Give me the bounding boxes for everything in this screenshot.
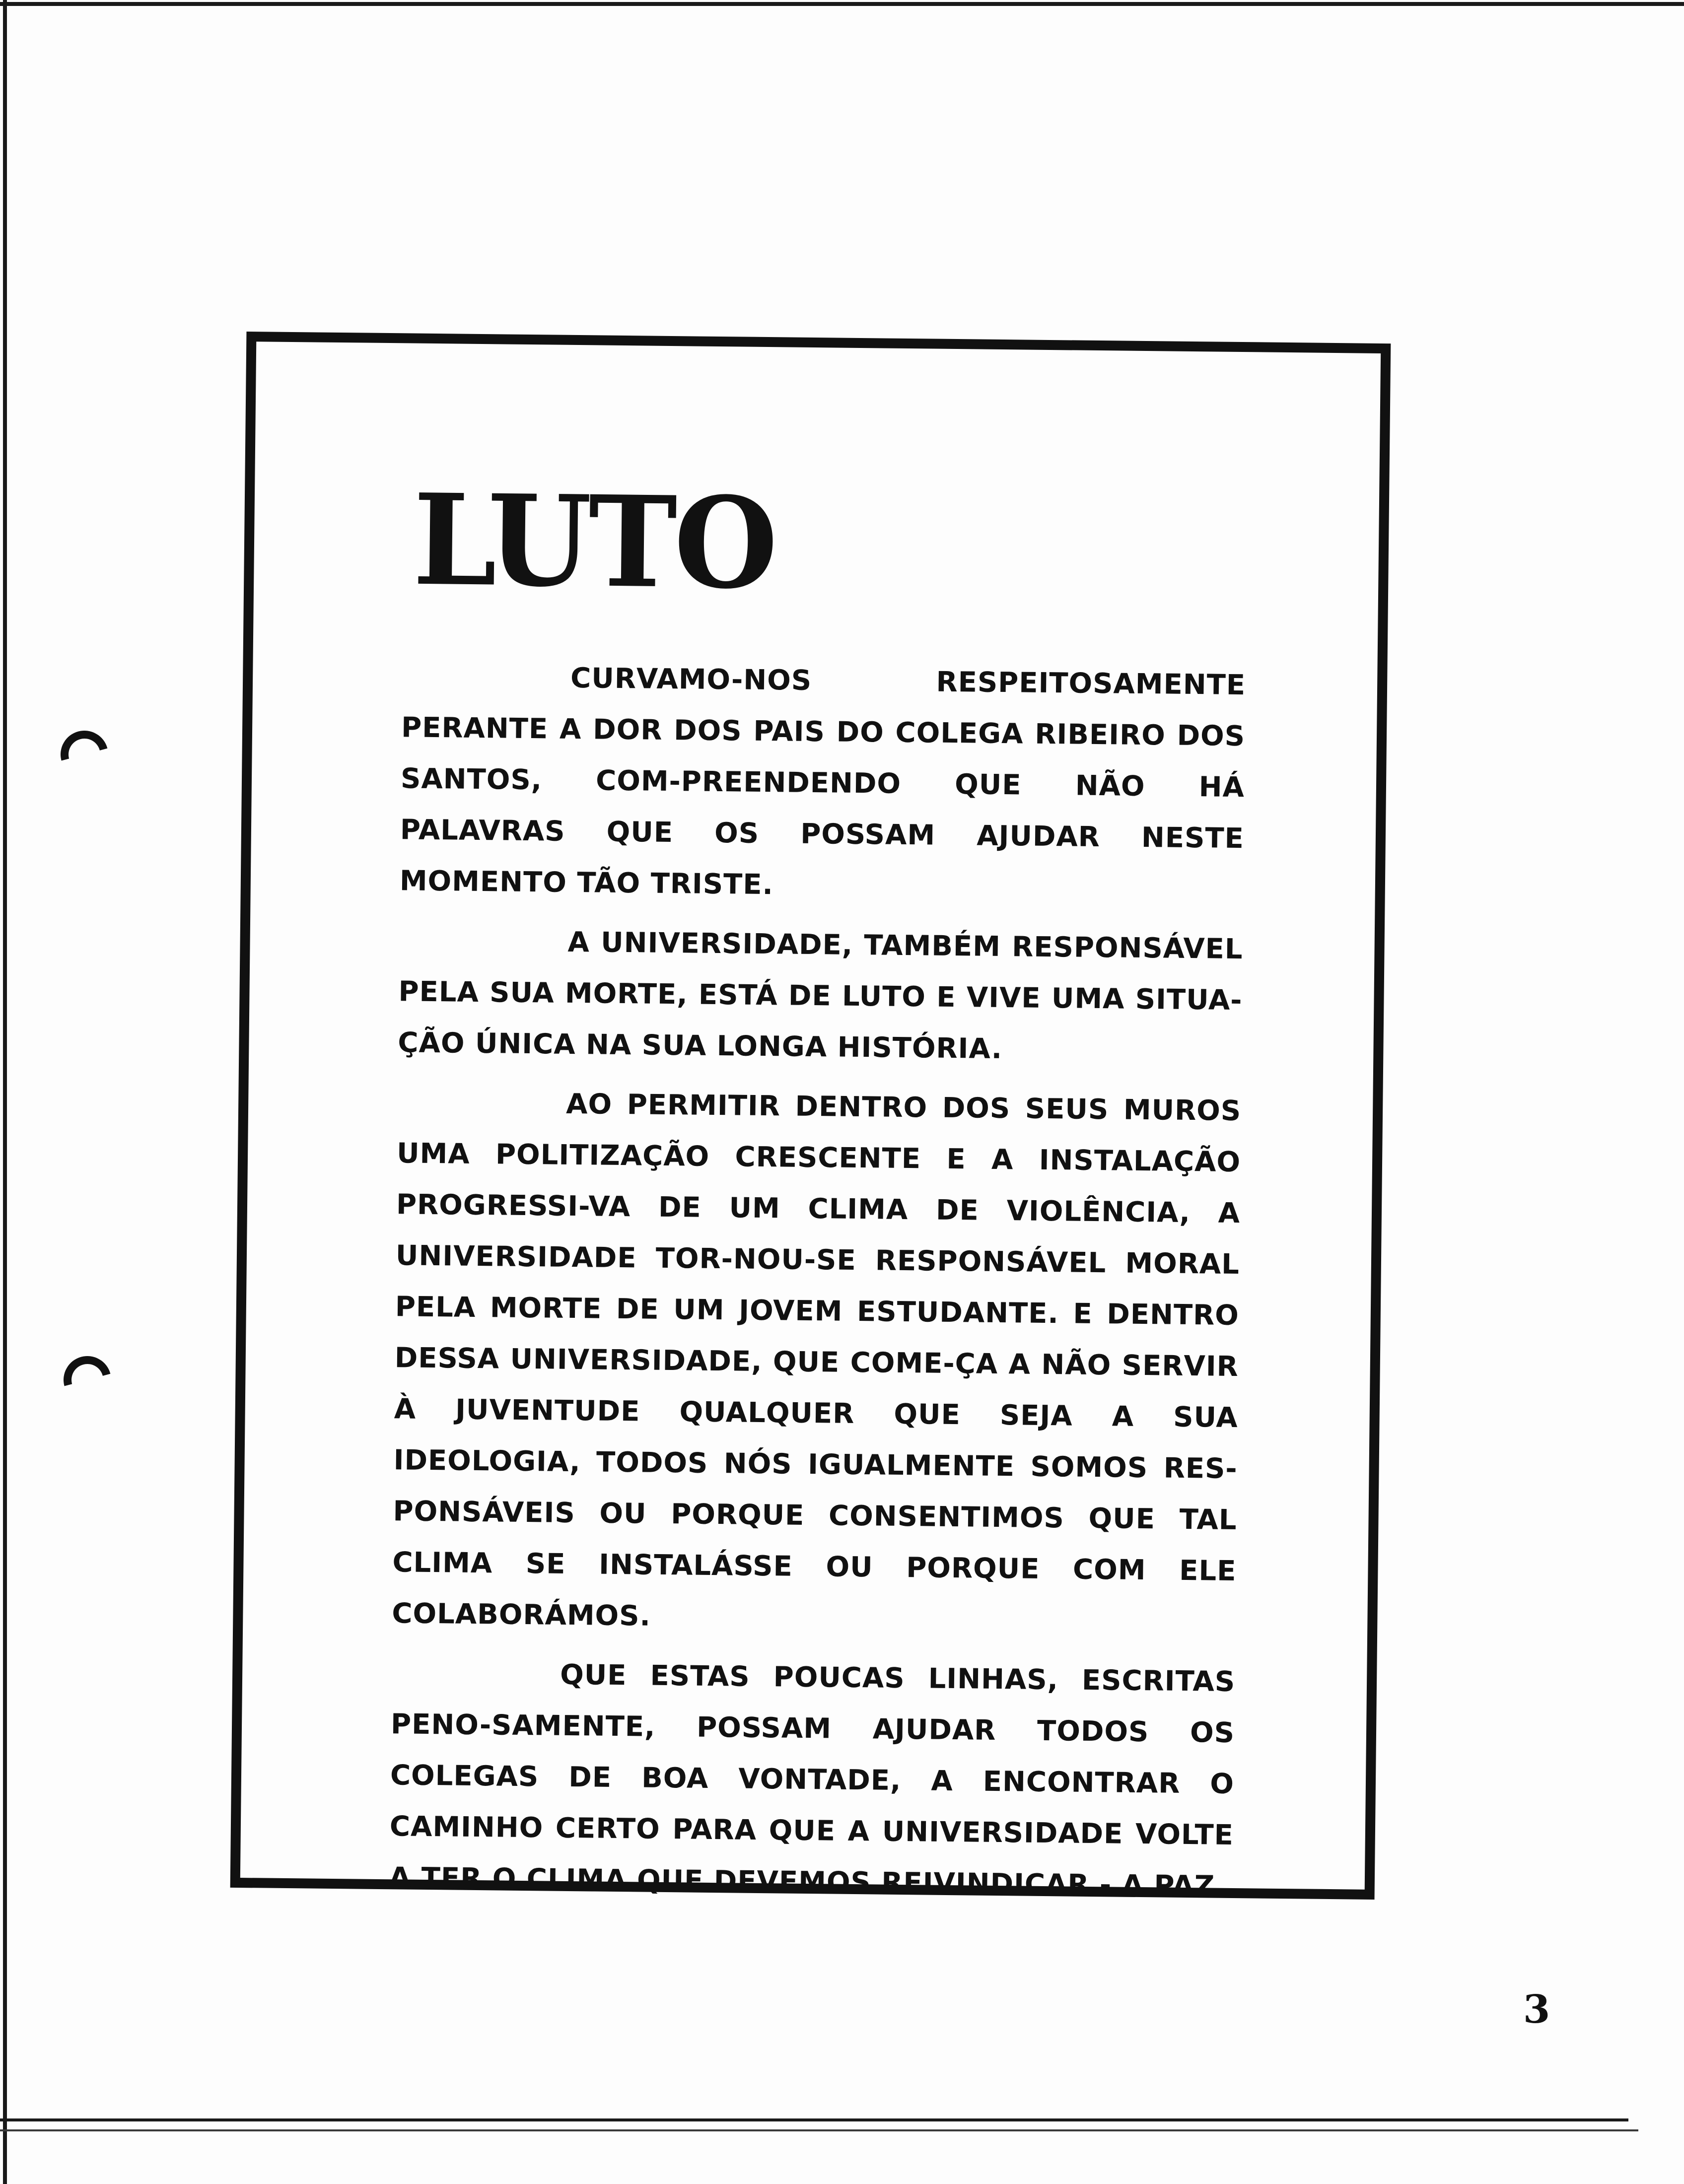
page-number: 3	[1523, 1987, 1550, 2032]
notice-paragraph-1: CURVAMO-NOS RESPEITOSAMENTE PERANTE A DOR DOS PAIS DO COLEGA RIBEIRO DOS SANTOS, COM-PREENDENDO QUE NÃO HÁ PALAVRAS QUE OS POSSAM AJUDAR NESTE MOMENTO TÃO TRISTE.	[399, 662, 1246, 901]
binder-hole-mark-top	[52, 722, 117, 787]
scan-edge-bottom-secondary	[0, 2129, 1638, 2131]
scan-edge-top	[0, 2, 1684, 6]
notice-title: LUTO	[412, 466, 776, 617]
notice-frame	[230, 332, 1391, 1903]
notice-paragraph-4: QUE ESTAS POUCAS LINHAS, ESCRITAS PENO-SAMENTE, POSSAM AJUDAR TODOS OS COLEGAS DE BOA VONTADE, A ENCONTRAR O CAMINHO CERTO PARA QUE A UNIVERSIDADE VOLTE A TER O CLIMA QUE DEVEMOS REIVINDICAR - A PAZ.	[389, 1658, 1236, 1903]
binder-hole-mark-bottom	[55, 1347, 120, 1412]
scan-edge-bottom	[0, 2118, 1628, 2121]
notice-paragraph-2: A UNIVERSIDADE, TAMBÉM RESPONSÁVEL PELA SUA MORTE, ESTÁ DE LUTO E VIVE UMA SITUA-ÇÃO ÚNICA NA SUA LONGA HISTÓRIA.	[398, 926, 1243, 1066]
notice-body	[389, 651, 1246, 1920]
scan-edge-left	[3, 0, 7, 2184]
notice-paragraph-3: AO PERMITIR DENTRO DOS SEUS MUROS UMA POLITIZAÇÃO CRESCENTE E A INSTALAÇÃO PROGRESSI-VA DE UM CLIMA DE VIOLÊNCIA, A UNIVERSIDADE TOR-NOU-SE RESPONSÁVEL MORAL PELA MORTE DE UM JOVEM ESTUDANTE. E DENTRO DESSA UNIVERSIDADE, QUE COME-ÇA A NÃO SERVIR À JUVENTUDE QUALQUER QUE SEJA A SUA IDEOLOGIA, TODOS NÓS IGUALMENTE SOMOS RES-PONSÁVEIS OU PORQUE CONSENTIMOS QUE TAL CLIMA SE INSTALÁSSE OU PORQUE COM ELE COLABORÁMOS.	[392, 1088, 1242, 1633]
